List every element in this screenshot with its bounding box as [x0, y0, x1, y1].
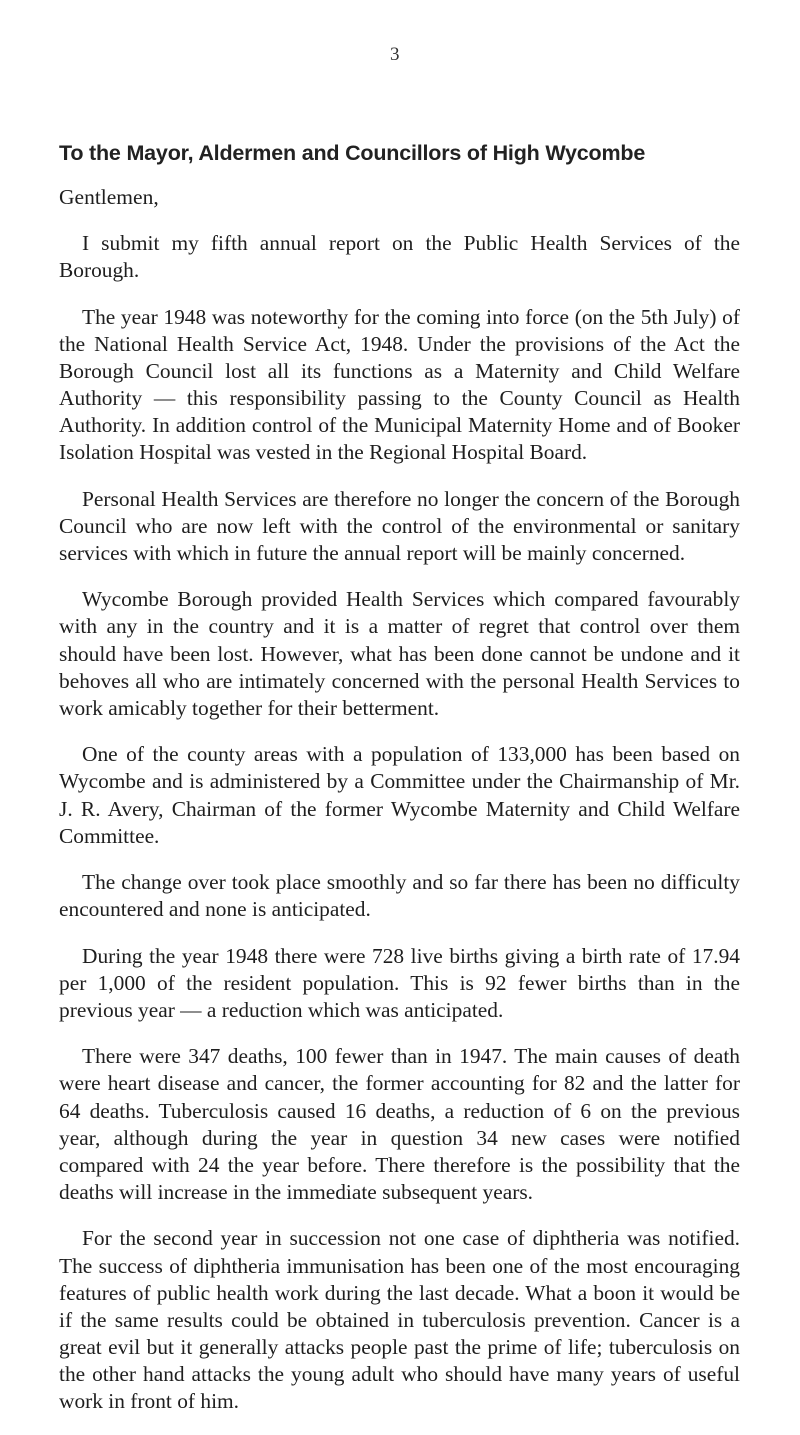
paragraph-diphtheria: For the second year in succession not one case of diphtheria was notified. The success of diphtheria immunisation has been one of the most encouraging features of public health work during the last decade. What a boon it would be if the same results could be obtained in tuberculosis prevention. Cancer is a great evil but it generally attacks people past the prime of life; tuberculosis on the other hand attacks the young adult who should have many years of useful work in front of him. [59, 1226, 740, 1414]
report-body [59, 230, 740, 1435]
report-heading: To the Mayor, Aldermen and Councillors of High Wycombe [59, 141, 646, 165]
paragraph-change-over: The change over took place smoothly and so far there has been no difficulty encountered and none is anticipated. [59, 870, 740, 922]
paragraph-deaths: There were 347 deaths, 100 fewer than in 1947. The main causes of death were heart disease and cancer, the former accounting for 82 and the latter for 64 deaths. Tuberculosis caused 16 deaths, a reduction of 6 on the previous year, although during the year in question 34 new cases were notified compared with 24 the year before. There therefore is the possibility that the deaths will increase in the immediate subsequent years. [59, 1044, 740, 1204]
paragraph-births: During the year 1948 there were 728 live births giving a birth rate of 17.94 per 1,000 of the resident population. This is 92 fewer births than in the previous year — a reduction which was anticipated. [59, 943, 740, 1022]
paragraph-county-areas: One of the county areas with a population of 133,000 has been based on Wycombe and is administered by a Committee under the Chairmanship of Mr. J. R. Avery, Chairman of the former Wycombe Maternity and Child Welfare Committee. [59, 742, 740, 848]
paragraph-personal-health: Personal Health Services are therefore no longer the concern of the Borough Council who are now left with the control of the environmental or sanitary services with which in future the annual report will be mainly concerned. [59, 486, 740, 565]
salutation: Gentlemen, [59, 185, 159, 209]
page-number: 3 [390, 44, 400, 65]
paragraph-intro: I submit my fifth annual report on the Public Health Services of the Borough. [59, 231, 740, 283]
paragraph-nhs-act: The year 1948 was noteworthy for the coming into force (on the 5th July) of the National Health Service Act, 1948. Under the provisions of the Act the Borough Council lost all its functions as a Maternity and Child Welfare Authority — this responsibility passing to the County Council as Health Authority. In addition control of the Municipal Maternity Home and of Booker Isolation Hospital was vested in the Regional Hospital Board. [59, 304, 740, 465]
paragraph-wycombe-services: Wycombe Borough provided Health Services which compared favourably with any in the country and it is a matter of regret that control over them should have been lost. However, what has been done cannot be undone and it behoves all who are intimately concerned with the personal Health Services to work amicably together for their betterment. [59, 587, 740, 720]
